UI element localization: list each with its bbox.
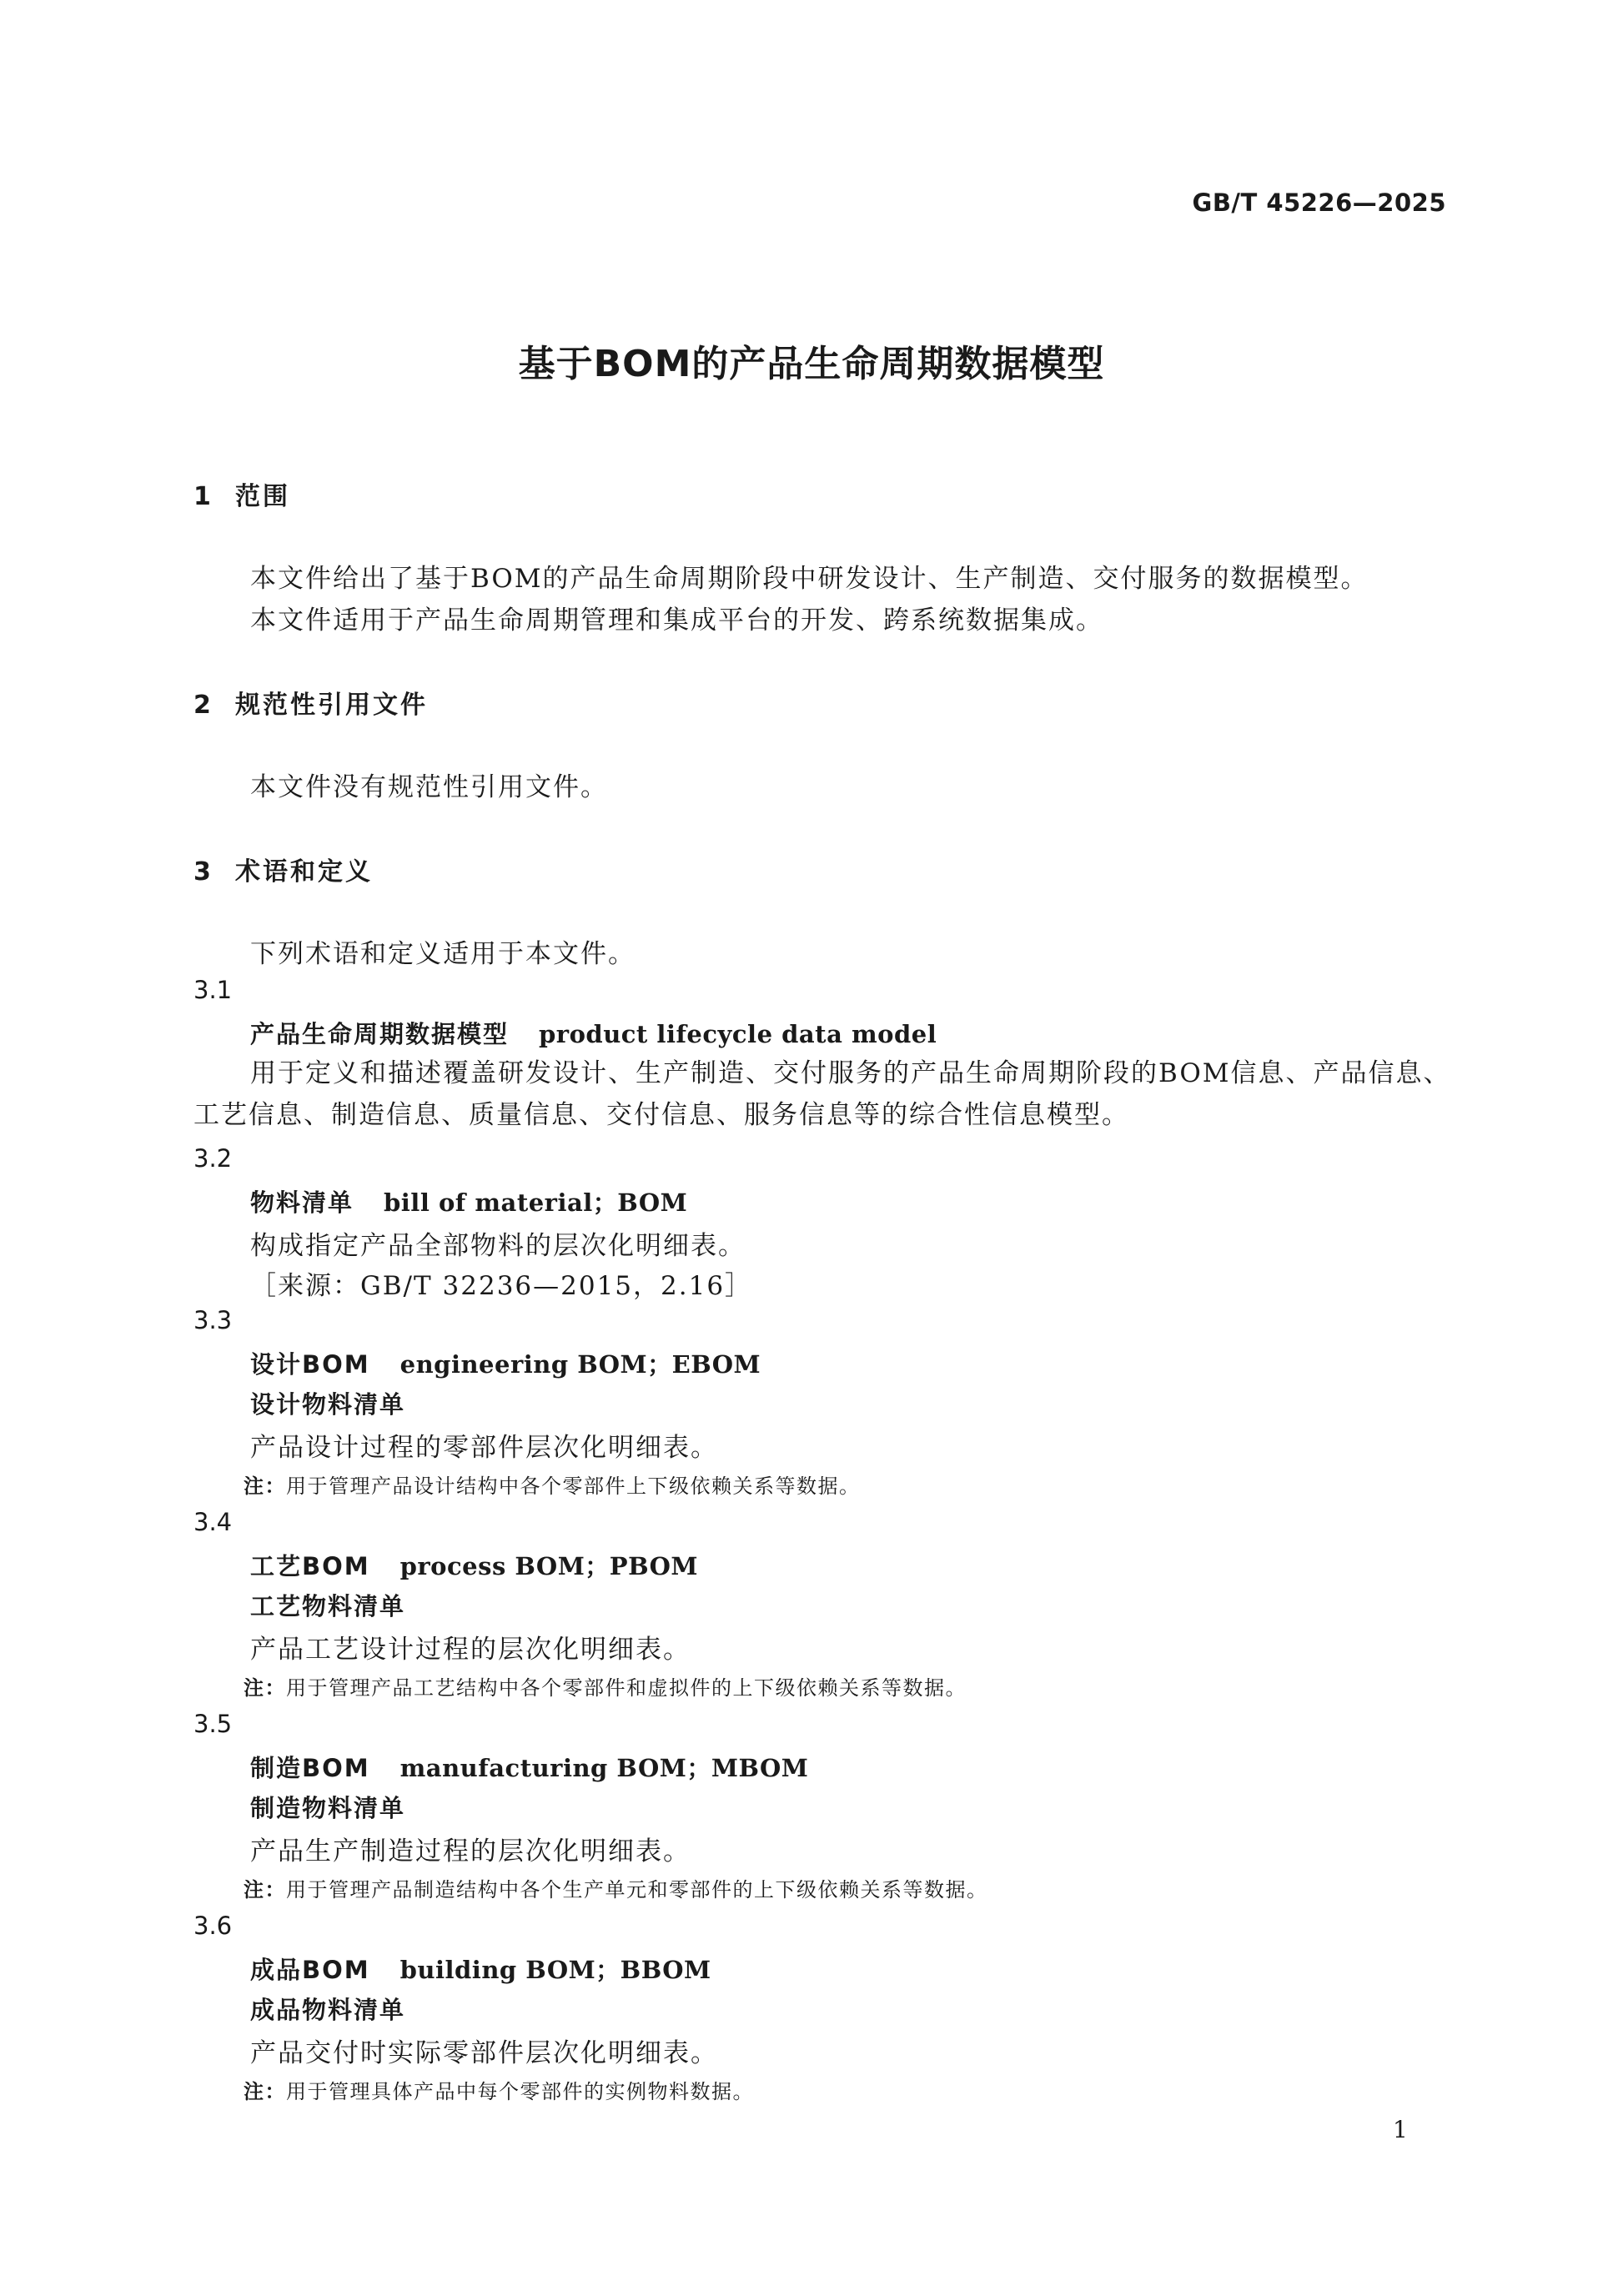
clause-number: 3.5	[193, 1710, 233, 1738]
term-note	[244, 1671, 967, 1701]
term-zh: 工艺BOM	[250, 1552, 370, 1580]
term-zh: 产品生命周期数据模型	[250, 1020, 510, 1048]
term-source: ［来源：GB/T 32236—2015，2.16］	[250, 1271, 753, 1301]
term-synonym: 制造物料清单	[250, 1794, 406, 1822]
note-text: 用于管理产品工艺结构中各个零部件和虚拟件的上下级依赖关系等数据。	[286, 1676, 967, 1700]
note-label: 注：	[244, 2080, 286, 2103]
paragraph: 本文件没有规范性引用文件。	[250, 772, 608, 802]
term-en: building BOM；BBOM	[399, 1956, 711, 1984]
term-synonym: 工艺物料清单	[250, 1592, 406, 1620]
note-text: 用于管理具体产品中每个零部件的实例物料数据。	[286, 2080, 754, 2103]
term-definition: 产品设计过程的零部件层次化明细表。	[250, 1433, 718, 1463]
term-zh: 成品BOM	[250, 1956, 370, 1984]
document-title: 基于BOM的产品生命周期数据模型	[518, 343, 1105, 385]
section-3-heading	[193, 851, 373, 887]
note-label: 注：	[244, 1676, 286, 1700]
term-en: bill of material；BOM	[384, 1188, 688, 1217]
term-en: engineering BOM；EBOM	[399, 1350, 761, 1379]
clause-number: 3.6	[193, 1912, 233, 1940]
term-en: manufacturing BOM；MBOM	[399, 1754, 809, 1782]
term-definition: 产品交付时实际零部件层次化明细表。	[250, 2038, 718, 2068]
clause-number: 3.4	[193, 1508, 233, 1536]
term-synonym: 设计物料清单	[250, 1390, 406, 1419]
note-text: 用于管理产品制造结构中各个生产单元和零部件的上下级依赖关系等数据。	[286, 1878, 988, 1902]
term-entry	[250, 1952, 711, 1986]
term-note	[244, 1470, 861, 1499]
term-en: process BOM；PBOM	[399, 1552, 699, 1580]
page-number: 1	[1393, 2116, 1408, 2143]
section-number: 2	[193, 691, 214, 720]
term-definition: 产品生产制造过程的层次化明细表。	[250, 1836, 691, 1866]
clause-number: 3.3	[193, 1306, 233, 1334]
paragraph: 本文件给出了基于BOM的产品生命周期阶段中研发设计、生产制造、交付服务的数据模型。	[250, 564, 1369, 594]
section-title: 规范性引用文件	[235, 691, 428, 720]
standard-code: GB/T 45226—2025	[1192, 188, 1446, 217]
term-zh: 制造BOM	[250, 1754, 370, 1782]
term-entry	[250, 1016, 937, 1050]
term-entry	[250, 1346, 761, 1380]
term-entry	[250, 1548, 698, 1582]
term-entry	[250, 1750, 808, 1784]
term-en: product lifecycle data model	[539, 1020, 937, 1048]
section-number: 3	[193, 857, 214, 887]
note-text: 用于管理产品设计结构中各个零部件上下级依赖关系等数据。	[286, 1475, 861, 1498]
term-entry	[250, 1184, 687, 1218]
term-note	[244, 1873, 988, 1902]
section-title: 范围	[235, 482, 290, 511]
section-1-heading	[193, 475, 290, 512]
note-label: 注：	[244, 1475, 286, 1498]
term-definition: 产品工艺设计过程的层次化明细表。	[250, 1635, 691, 1665]
section-title: 术语和定义	[235, 857, 373, 887]
term-zh: 设计BOM	[250, 1350, 370, 1379]
term-zh: 物料清单	[250, 1188, 354, 1217]
paragraph: 本文件适用于产品生命周期管理和集成平台的开发、跨系统数据集成。	[250, 605, 1103, 636]
note-label: 注：	[244, 1878, 286, 1902]
term-definition: 用于定义和描述覆盖研发设计、生产制造、交付服务的产品生命周期阶段的BOM信息、产品信息、工艺信息、制造信息、质量信息、交付信息、服务信息等的综合性信息模型。	[193, 1058, 1451, 1130]
section-2-heading	[193, 684, 428, 721]
clause-number: 3.1	[193, 976, 233, 1004]
paragraph: 下列术语和定义适用于本文件。	[250, 939, 636, 969]
term-definition: 构成指定产品全部物料的层次化明细表。	[250, 1231, 746, 1261]
term-note	[244, 2075, 754, 2104]
section-number: 1	[193, 482, 214, 511]
term-synonym: 成品物料清单	[250, 1996, 406, 2024]
clause-number: 3.2	[193, 1144, 233, 1173]
